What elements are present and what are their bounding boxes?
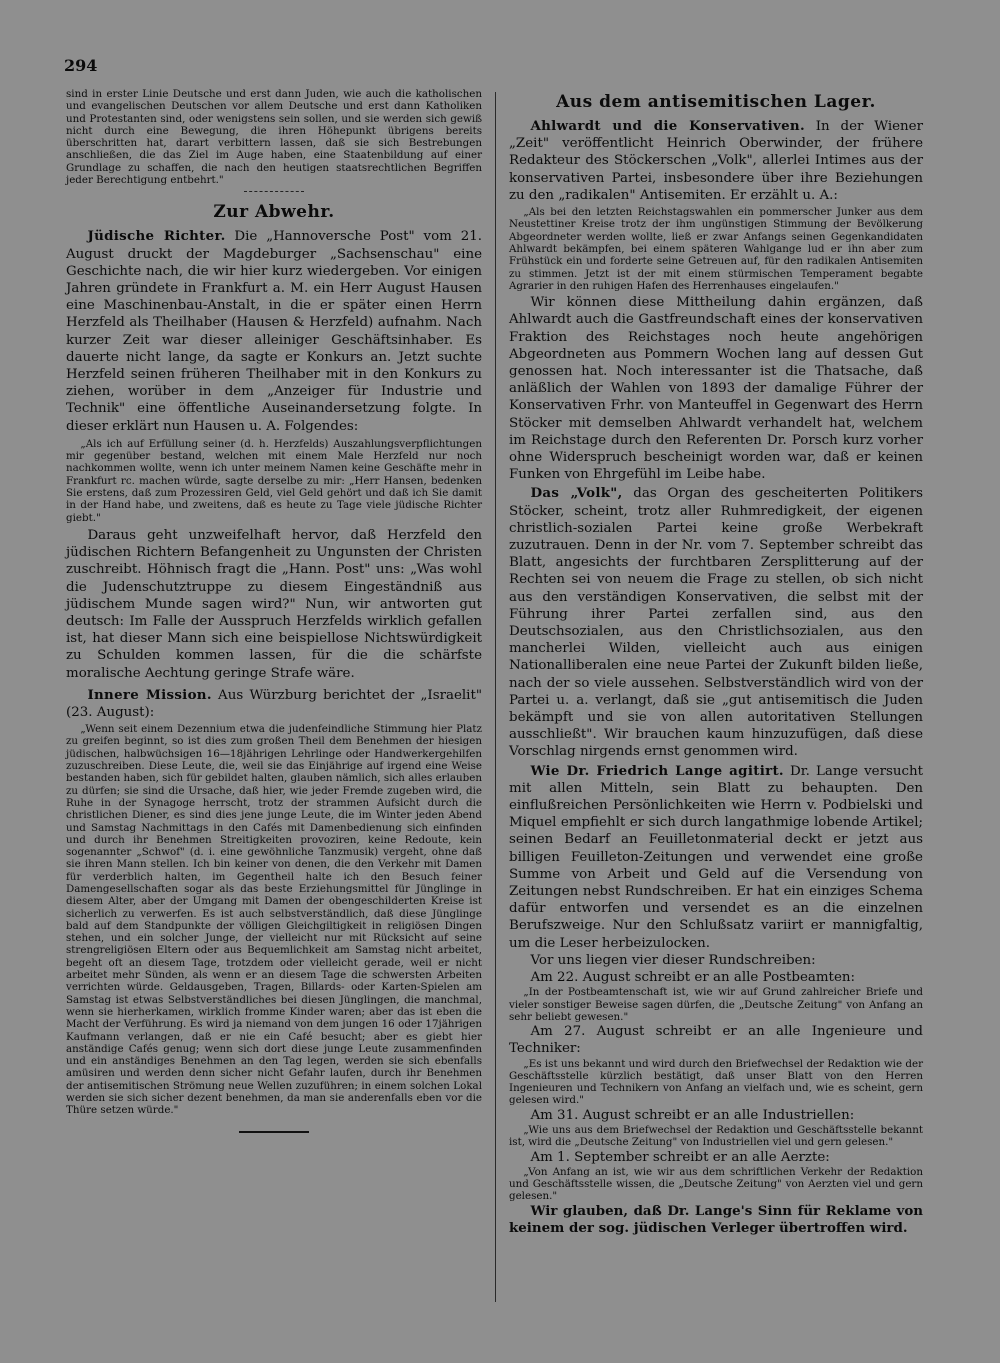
article-text: Wir können diese Mittheilung dahin ergänzen, daß Ahlwardt auch die Gastfreundschaft eines der konservativen Fraktion des Reichstages noch heute angehörigen Abgeordneten aus Pommern Wochen lang auf dessen Gut genossen hat. Noch interessanter ist die Thatsache, daß anläßlich der Wahlen von 1893 der damalige Führer der Konservativen Frhr. von Manteuffel in Gegenwart des Herrn Stöcker mit demselben Ahlwardt verhandelt hat, welchem im Reichstage durch den Referenten Dr. Porsch kurz vorher ohne Widerspruch bescheinigt worden war, daß er keinen Funken von Ehrgefühl im Leibe habe.	[509, 295, 923, 483]
right-column	[509, 88, 923, 1237]
article-text: das Organ des gescheiterten Politikers Stöcker, scheint, trotz aller Ruhmredigkeit, der eigenen christlich-sozialen Partei keine große Werbekraft zuzutrauen. Denn in der Nr. vom 7. September schreibt das Blatt, angesichts der furchtbaren Zersplitterung auf der Rechten sei von neuem die Frage zu stellen, ob sich nicht aus den verständigen Konservativen, die selbst mit der Führung ihrer Partei zerfallen sind, aus den Deutschsozialen, aus den Christlichsozialen, aus den mancherlei Wilden, vielleicht auch aus einigen Nationalliberalen eine neue Partei der Zukunft bilden ließe, nach der so viele aussehen. Selbstverständlich wird von der Partei u. a. verlangt, daß sie „gut antisemitisch die Juden bekämpft und sie von allen autoritativen Stellungen ausschließt". Wir brauchen kaum hinzuzufügen, daß diese Vorschlag nirgends ernst genommen wird.	[509, 486, 923, 760]
article-ahlwardt	[509, 118, 923, 204]
article-heading: Innere Mission.	[87, 686, 212, 703]
article-quote: „Von Anfang an ist, wie wir aus dem schriftlichen Verkehr der Redaktion und Geschäftsstelle wissen, die „Deutsche Zeitung" von Aerzten viel und gern gelesen."	[509, 1165, 923, 1203]
article-heading: Jüdische Richter.	[87, 228, 226, 245]
article-text: Am 1. September schreibt er an alle Aerzte:	[530, 1149, 830, 1165]
article-quote: „Wie uns aus dem Briefwechsel der Redaktion und Geschäftsstelle bekannt ist, wird die „Deutsche Zeitung" von Industriellen viel und gern gelesen."	[509, 1123, 923, 1149]
article-text: Daraus geht unzweifelhaft hervor, daß Herzfeld den jüdischen Richtern Befangenheit zu Ungunsten der Christen zuschreibt. Höhnisch fragt die „Hann. Post" uns: „Was wohl die Judenschutztruppe zu diesem Eingeständniß aus jüdischem Munde sagen wird?" Nun, wir antworten gut deutsch: Im Falle der Ausspruch Herzfelds wirklich gefallen ist, hat dieser Mann sich eine beispiellose Nichtswürdigkeit zu Schulden kommen lassen, für die die schärfste moralische Aechtung geringe Strafe wäre.	[66, 527, 482, 681]
separator	[244, 191, 304, 192]
article-lange	[509, 763, 923, 952]
article-heading: Ahlwardt und die Konservativen.	[530, 118, 805, 134]
article-text: Die „Hannoversche Post" vom 21. August druckt der Magdeburger „Sachsenschau" eine Geschichte nach, die wir hier kurz wiedergeben. Vor einigen Jahren gründete in Frankfurt a. M. ein Herr August Hausen eine Maschinenbau-Anstalt, in die er später einen Herrn Herzfeld als Theilhaber (Hausen & Herzfeld) aufnahm. Nach kurzer Zeit war dieser alleiniger Geschäftsinhaber. Es dauerte nicht lange, da sagte er Konkurs an. Jetzt suchte Herzfeld seinen früheren Theilhaber mit in den Konkurs zu ziehen, worüber in dem „Anzeiger für Industrie und Technik" eine öffentliche Auseinandersetzung folgte. In dieser erklärt nun Hausen u. A. Folgendes:	[66, 229, 482, 434]
intro-quote-end: sind in erster Linie Deutsche und erst dann Juden, wie auch die katholischen und evangelischen Deutschen vor allem Deutsche und erst dann Katholiken und Protestanten sind, oder wenigstens sein sollen, und sie werden sich gewiß nicht durch eine Bewegung, die ihren Höhepunkt übrigens bereits überschritten hat, darart verbittern lassen, daß sie sich Bestrebungen anschließen, die das Ziel im Auge haben, eine Staatenbildung auf einer Grundlage zu schaffen, die nach den heutigen staatsrechtlichen Begriffen jeder Berechtigung entbehrt."	[66, 88, 482, 187]
article-juedische-richter	[66, 228, 482, 434]
article-heading: Das „Volk",	[530, 485, 623, 502]
section-title-antisemitisches-lager: Aus dem antisemitischen Lager.	[556, 92, 876, 112]
article-text: Am 22. August schreibt er an alle Postbeamten:	[530, 970, 856, 986]
page-number: 294	[64, 56, 98, 75]
article-text: Am 27. August schreibt er an alle Ingenieure und Techniker:	[509, 1024, 923, 1057]
article-text: Dr. Lange versucht mit allen Mitteln, sein Blatt zu behaupten. Den einflußreichen Persönlichkeiten wie Herrn v. Podbielski und Miquel empfiehlt er sich durch langathmige lobende Artikel; seinen Bedarf an Feuilletonmaterial deckt er jetzt aus billigen Feuilleton-Zeitungen und verwendet eine große Summe von Arbeit und Geld auf die Versendung von Zeitungen nebst Rundschreiben. Er hat ein einziges Schema dafür entworfen und versendet es an die einzelnen Berufszweige. Nur den Schlußsatz variirt er mannigfaltig, um die Leser herbeizulocken.	[509, 763, 924, 951]
left-column	[66, 88, 482, 1133]
section-title-zur-abwehr: Zur Abwehr.	[213, 202, 335, 223]
article-innere-mission	[66, 687, 482, 721]
article-text: Vor uns liegen vier dieser Rundschreiben:	[530, 952, 816, 968]
article-text: Aus Würzburg berichtet der „Israelit" (23. August):	[66, 687, 482, 720]
article-heading: Wie Dr. Friedrich Lange agitirt.	[530, 762, 784, 779]
article-das-volk	[509, 485, 923, 760]
article-text: Wir glauben, daß Dr. Lange's Sinn für Reklame von keinem der sog. jüdischen Verleger übertroffen wird.	[509, 1202, 923, 1236]
article-text: Am 31. August schreibt er an alle Industriellen:	[530, 1107, 855, 1123]
article-quote: „Es ist uns bekannt und wird durch den Briefwechsel der Redaktion wie der Geschäftsstelle kürzlich bestätigt, daß unser Blatt von den Herren Ingenieuren und Technikern von Anfang an vielfach und, wie es scheint, gern gelesen wird."	[509, 1057, 923, 1107]
article-quote: „Als ich auf Erfüllung seiner (d. h. Herzfelds) Auszahlungsverpflichtungen mir gegenüber bestand, welchen mit einem Male Herzfeld nur noch nachkommen wollte, wenn ich unter meinem Namen keine Geschäfte mehr in Frankfurt rc. machen würde, sagte derselbe zu mir: „Herr Hansen, bedenken Sie erstens, daß zum Prozessiren Geld, viel Geld gehört und daß ich Sie damit in der Hand habe, und zweitens, daß es heute zu Tage viele jüdische Richter giebt."	[66, 437, 482, 524]
end-rule	[239, 1131, 309, 1133]
article-quote: „Wenn seit einem Dezennium etwa die judenfeindliche Stimmung hier Platz zu greifen beginnt, so ist dies zum großen Theil dem Benehmen der hiesigen jüdischen, halbwüchsigen 16—18jährigen Lehrlinge oder Handwerkergehilfen zuzuschreiben. Diese Leute, die, weil sie das Einjährige auf irgend eine Weise bestanden haben, sich für gebildet halten, glauben nämlich, sich alles erlauben zu dürfen; sie sind die Ursache, daß hier, wie jeder Fremde zugeben wird, die Ruhe in der Synagoge herrscht, trotz der strammen Aufsicht durch die christlichen Diener, es sind dies jene junge Leute, die im Winter jeden Abend und Samstag Nachmittags in den Cafés mit Damenbedienung sich einfinden und durch ihr Benehmen Streitigkeiten provoziren, keine Redoute, kein sogenannter „Schwof" (d. i. eine gewöhnliche Tanzmusik) vergeht, ohne daß sie ihren Mann stellen. Ich bin keiner von denen, die den Verkehr mit Damen für verderblich halten, im Gegentheil halte ich den Besuch feiner Damengesellschaften sogar als das beste Erziehungsmittel für Jünglinge in diesem Alter, aber der Umgang mit Damen der obengeschilderten Kreise ist sicherlich zu verwerfen. Es ist auch selbstverständlich, daß diese Jünglinge bald auf dem Standpunkte der völligen Gleichgiltigkeit in religiösen Dingen stehen, und ein solcher Junge, der vielleicht nur mit Rücksicht auf seine strengreligiösen Eltern oder aus Bequemlichkeit am Samstag nicht arbeitet, begeht oft an diesem Tage, trotzdem oder vielleicht gerade, weil er nicht arbeitet mehr Sünden, als wenn er an diesem Tage die schwersten Arbeiten verrichten würde. Geldausgeben, Tragen, Billards- oder Karten-Spielen am Samstag ist etwas Selbstverständliches bei diesen Jünglingen, die manchmal, wenn sie hierherkamen, wirklich fromme Kinder waren; aber das ist eben die Macht der Verführung. Es wird ja niemand von dem jungen 16 oder 17jährigen Kaufmann verlangen, daß er nie ein Café besucht; aber es giebt hier anständige Cafés genug; wenn sich dort diese junge Leute zusammenfinden und ein anständiges Benehmen an den Tag legen, werden sie sich ebenfalls amüsiren und werden denn sicher nicht Gefahr laufen, durch ihr Benehmen der antisemitischen Strömung neue Wellen zuzuführen; in einem solchen Lokal werden sie sich sicher dezent benehmen, da man sie anderenfalls eben vor die Thüre setzen würde."	[66, 723, 482, 1117]
article-text: In der Wiener „Zeit" veröffentlicht Heinrich Oberwinder, der frühere Redakteur des Stöckerschen „Volk", allerlei Intimes aus der konservativen Partei, insbesondere über ihre Beziehungen zu den „radikalen" Antisemiten. Er erzählt u. A.:	[509, 119, 923, 203]
article-quote: „Als bei den letzten Reichstagswahlen ein pommerscher Junker aus dem Neustettiner Kreise trotz der ihm ungünstigen Stimmung der Bevölkerung Abgeordneter werden wollte, ließ er zwar Anfangs seinen Gegenkandidaten Ahlwardt bekämpfen, bei einem späteren Wahlgange lud er ihn aber zum Frühstück ein und forderte seine Getreuen auf, für den radikalen Antisemiten zu stimmen. Jetzt ist der mit einem stürmischen Temperament begabte Agrarier in den ruhigen Hafen des Herrenhauses eingelaufen."	[509, 206, 923, 292]
article-quote: „In der Postbeamtenschaft ist, wie wir auf Grund zahlreicher Briefe und vieler sonstiger Beweise sagen dürfen, die „Deutsche Zeitung" von Anfang an sehr beliebt gewesen."	[509, 986, 923, 1023]
column-divider	[495, 92, 496, 1302]
